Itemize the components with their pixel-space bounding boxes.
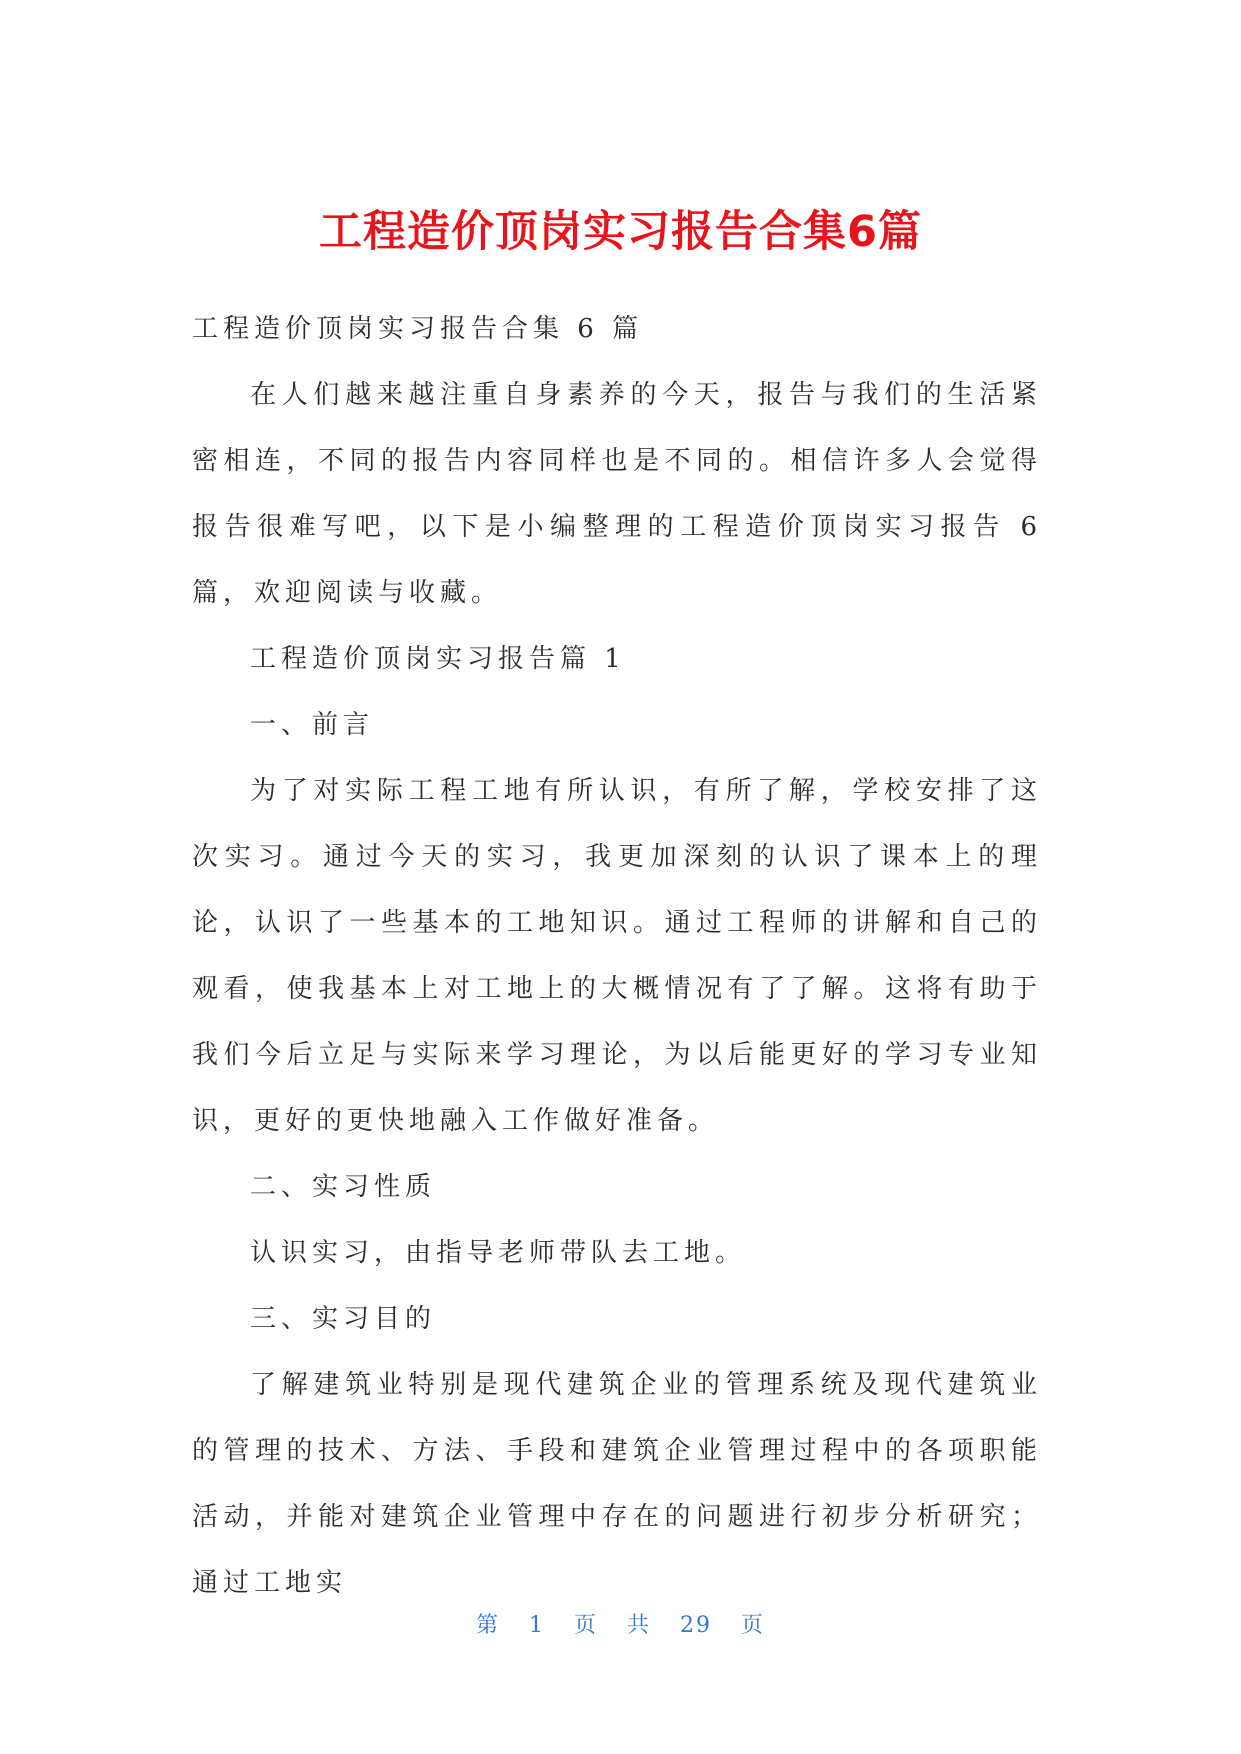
section-heading-report-1: 工程造价顶岗实习报告篇 1: [250, 644, 626, 674]
paragraph-intro: 在人们越来越注重自身素养的今天，报告与我们的生活紧密相连，不同的报告内容同样也是不同的。相信许多人会觉得报告很难写吧，以下是小编整理的工程造价顶岗实习报告 6 篇，欢迎阅读与收藏。: [192, 380, 1042, 608]
document-body: [192, 296, 1042, 1616]
paragraph-internship-purpose: 了解建筑业特别是现代建筑企业的管理系统及现代建筑业的管理的技术、方法、手段和建筑企业管理过程中的各项职能活动，并能对建筑企业管理中存在的问题进行初步分析研究；通过工地实: [192, 1370, 1042, 1598]
heading-internship-nature: 二、实习性质: [250, 1172, 437, 1202]
paragraph-internship-nature: 认识实习，由指导老师带队去工地。: [250, 1238, 747, 1268]
document-title: 工程造价顶岗实习报告合集6篇: [319, 207, 922, 257]
footer-label-pages: 页: [741, 1613, 766, 1638]
footer-label-of: 页 共: [574, 1613, 651, 1638]
page-footer: [0, 1608, 1241, 1639]
footer-label-page: 第: [475, 1613, 500, 1638]
footer-total-pages: 29: [680, 1613, 712, 1638]
paragraph-preface: 为了对实际工程工地有所认识，有所了解，学校安排了这次实习。通过今天的实习，我更加深刻的认识了课本上的理论，认识了一些基本的工地知识。通过工程师的讲解和自己的观看，使我基本上对工地上的大概情况有了了解。这将有助于我们今后立足与实际来学习理论，为以后能更好的学习专业知识，更好的更快地融入工作做好准备。: [192, 776, 1042, 1136]
heading-internship-purpose: 三、实习目的: [250, 1304, 437, 1334]
footer-current-page: 1: [529, 1613, 545, 1638]
heading-preface: 一、前言: [250, 710, 375, 740]
paragraph-subtitle: 工程造价顶岗实习报告合集 6 篇: [192, 314, 644, 344]
